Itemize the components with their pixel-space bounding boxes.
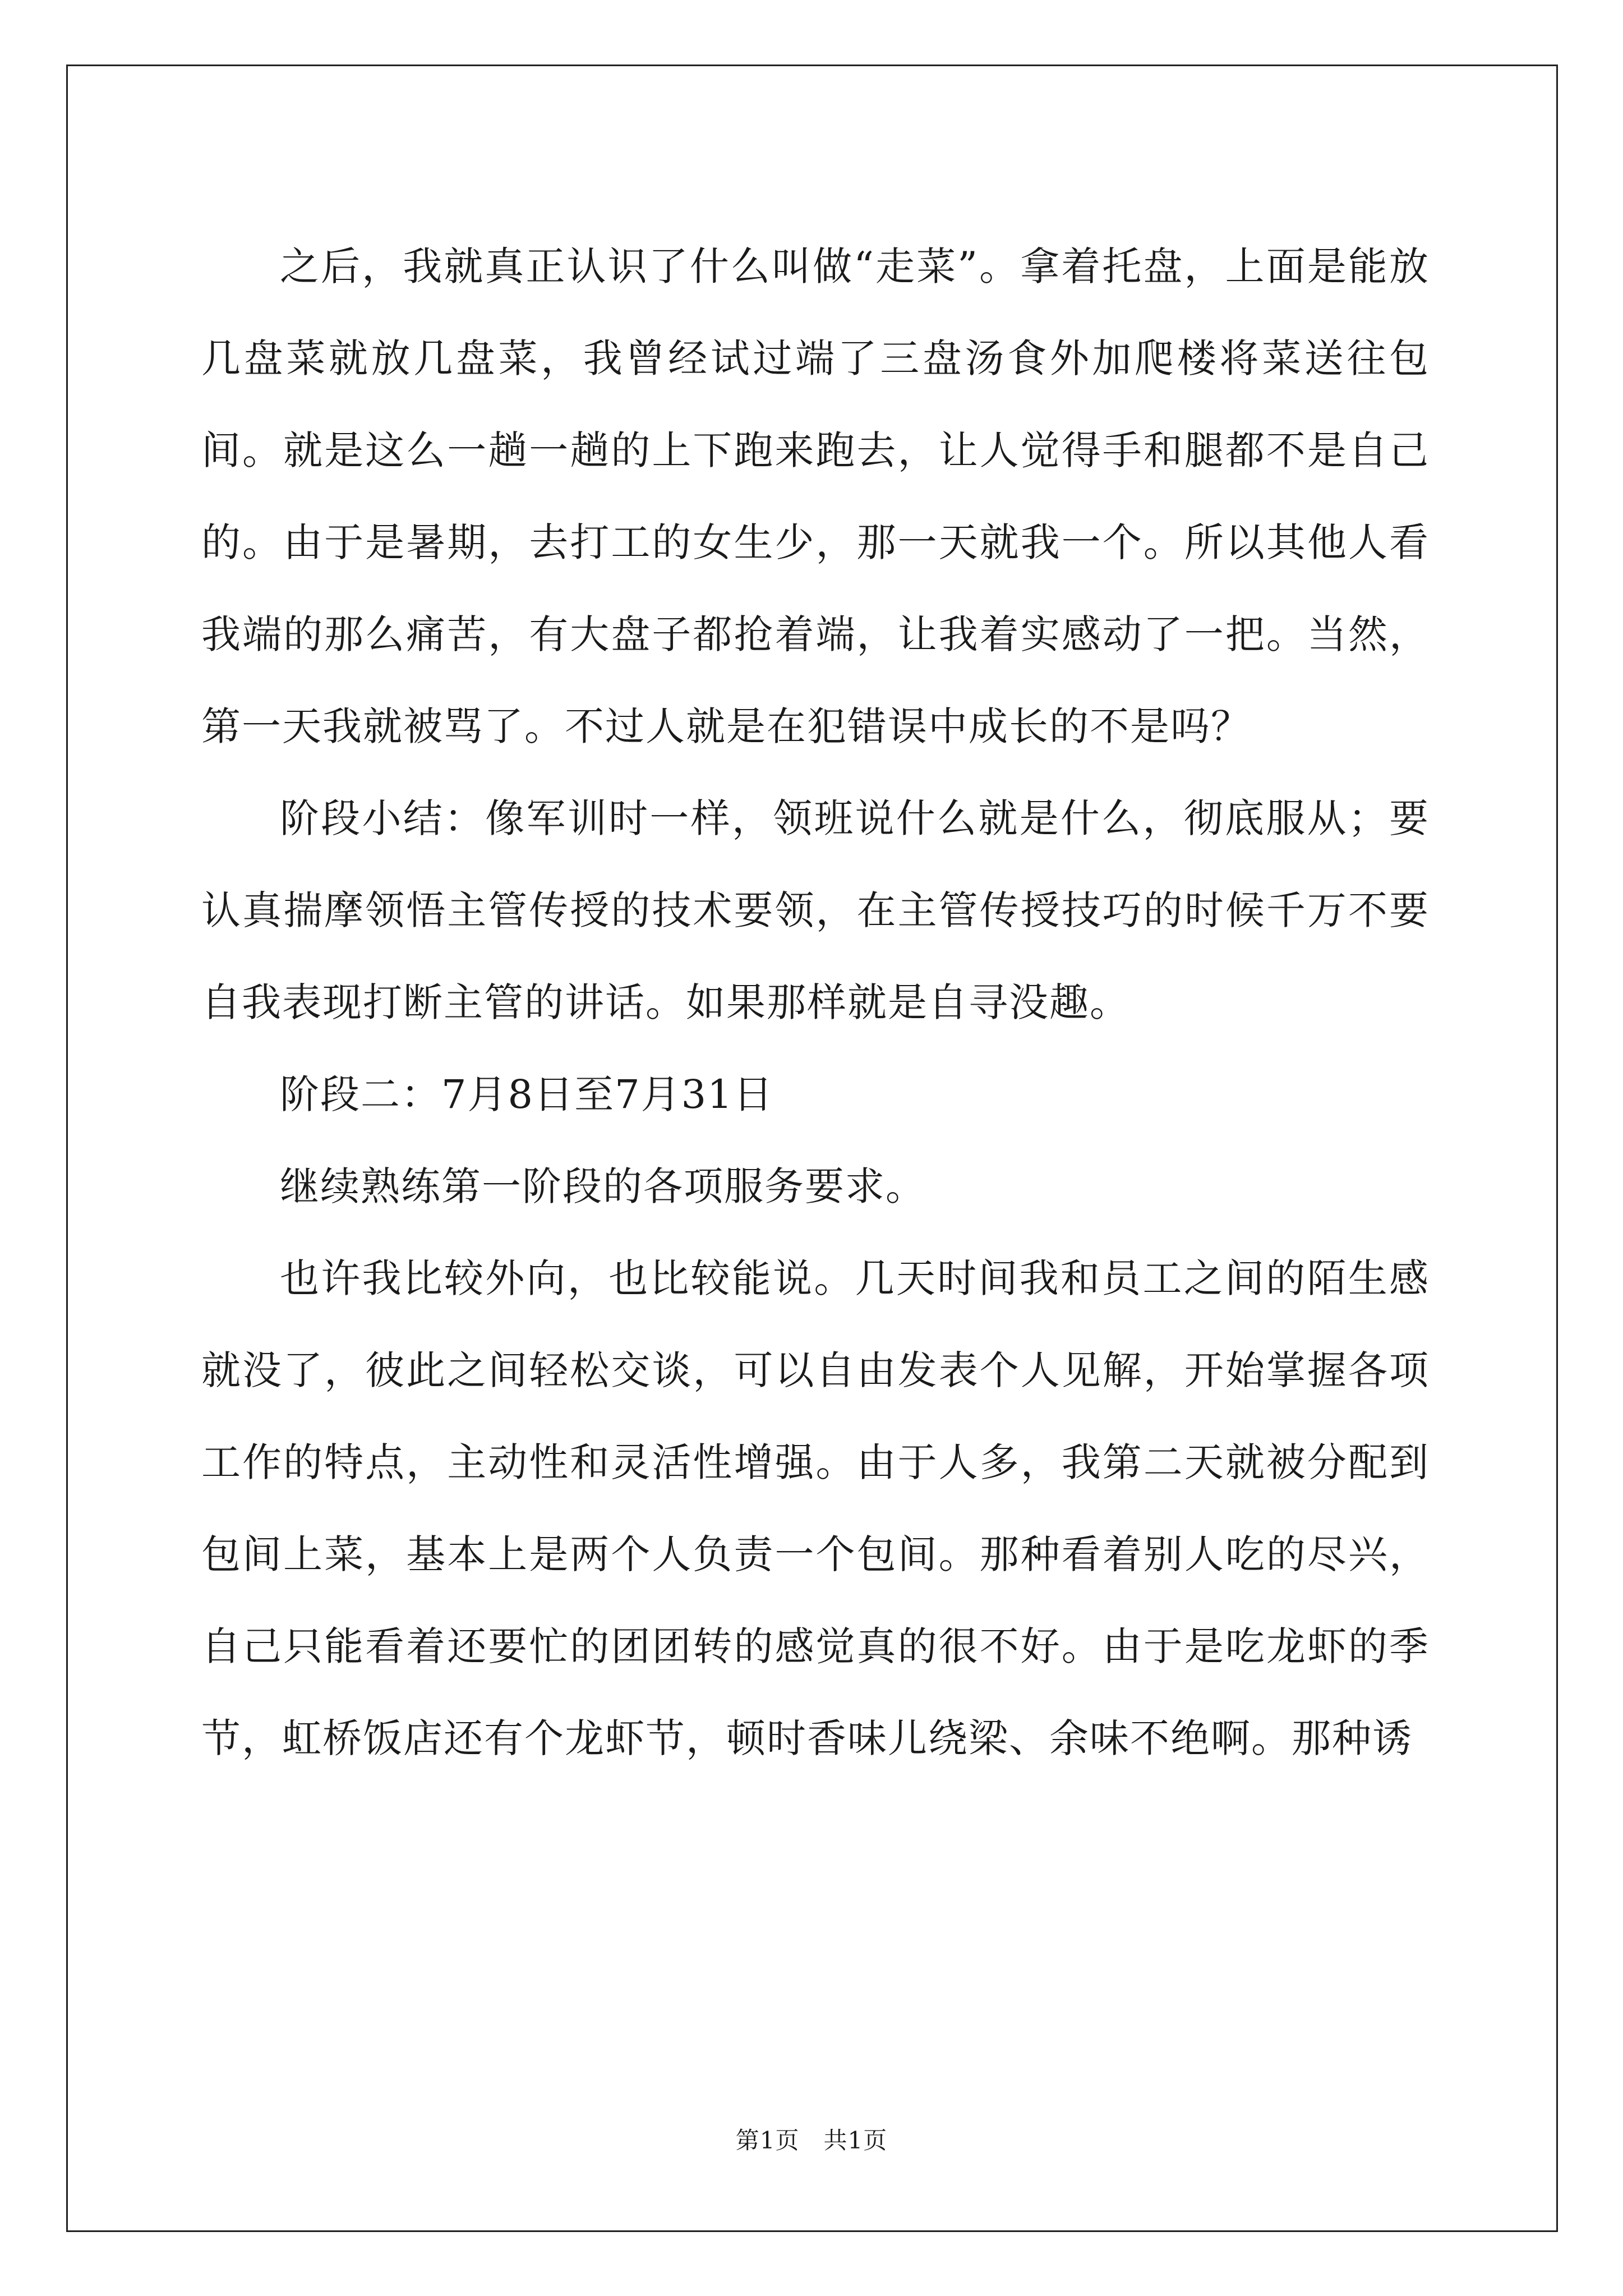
paragraph: 继续熟练第一阶段的各项服务要求。: [280, 1163, 926, 1209]
paragraph: 阶段二：7月8日至7月31日: [280, 1071, 774, 1117]
paragraph: 阶段小结：像军训时一样，领班说什么就是什么，彻底服从；要认真揣摩领悟主管传授的技术要领，在主管传授技巧的时候千万不要自我表现打断主管的讲话。如果那样就是自寻没趣。: [201, 795, 1430, 1025]
paragraph: 之后，我就真正认识了什么叫做“走菜”。拿着托盘，上面是能放几盘菜就放几盘菜，我曾经试过端了三盘汤食外加爬楼将菜送往包间。就是这么一趟一趟的上下跑来跑去，让人觉得手和腿都不是自己的。由于是暑期，去打工的女生少，那一天就我一个。所以其他人看我端的那么痛苦，有大盘子都抢着端，让我着实感动了一把。当然，第一天我就被骂了。不过人就是在犯错误中成长的不是吗？: [201, 243, 1430, 749]
document-body: [201, 220, 1430, 1784]
page-number-footer: 第1页 共1页: [735, 2127, 888, 2154]
paragraph: 也许我比较外向，也比较能说。几天时间我和员工之间的陌生感就没了，彼此之间轻松交谈，可以自由发表个人见解，开始掌握各项工作的特点，主动性和灵活性增强。由于人多，我第二天就被分配到包间上菜，基本上是两个人负责一个包间。那种看着别人吃的尽兴，自己只能看着还要忙的团团转的感觉真的很不好。由于是吃龙虾的季节，虹桥饭店还有个龙虾节，顿时香味儿绕梁、余味不绝啊。那种诱: [201, 1255, 1430, 1761]
